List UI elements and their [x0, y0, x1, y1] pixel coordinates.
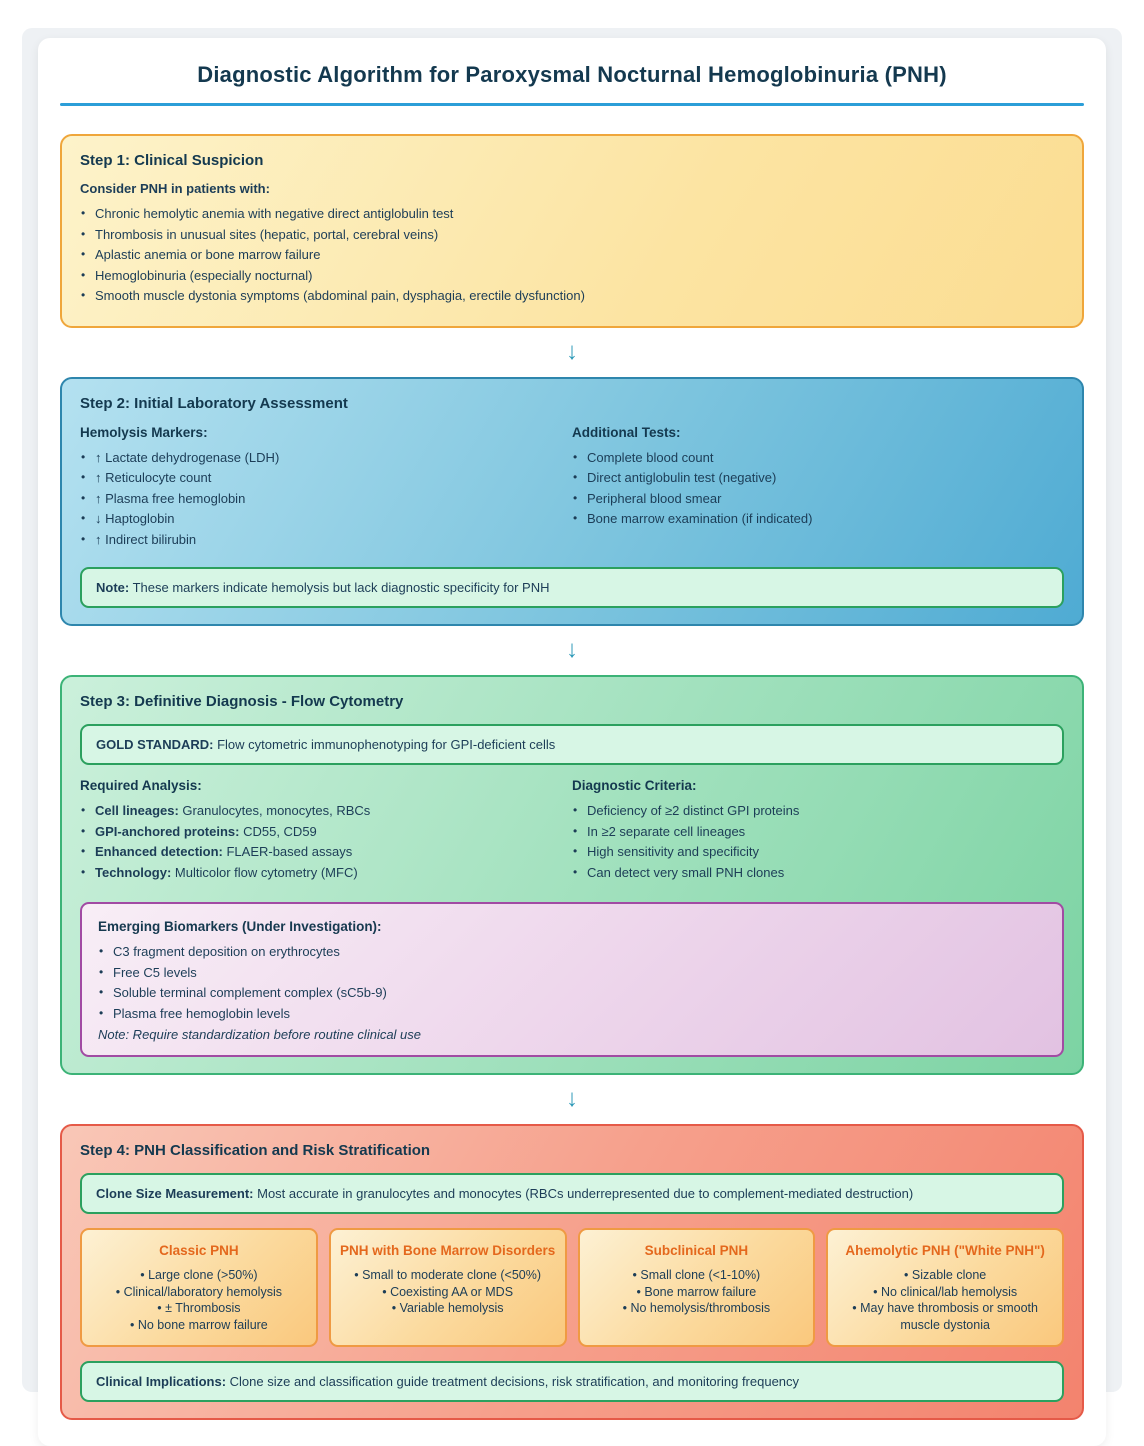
hemolysis-marker-item: • ↓ Haptoglobin [80, 512, 572, 525]
required-analysis-column [80, 778, 572, 886]
required-analysis-item: • GPI-anchored proteins: CD55, CD59 [80, 825, 572, 838]
subclinical-pnh-item: • No hemolysis/thrombosis [588, 1300, 806, 1317]
required-analysis-list [80, 804, 572, 879]
step1-list-item: • Aplastic anemia or bone marrow failure [80, 248, 1064, 261]
emerging-biomarkers-heading: Emerging Biomarkers (Under Investigation): [98, 919, 382, 934]
diagnostic-criteria-item: • High sensitivity and specificity [572, 845, 1064, 858]
clinical-implications-box [80, 1361, 1064, 1402]
additional-test-item: • Complete blood count [572, 451, 1064, 464]
classic-pnh-item: • ± Thrombosis [90, 1300, 308, 1317]
emerging-biomarker-item: • Plasma free hemoglobin levels [98, 1007, 1046, 1020]
step1-list [80, 207, 1064, 302]
emerging-biomarker-item: • Soluble terminal complement complex (sC5b-9) [98, 986, 1046, 999]
subclinical-pnh-list [588, 1267, 806, 1317]
flow-arrow-down-icon: ↓ [566, 337, 578, 365]
hemolysis-marker-item: • ↑ Plasma free hemoglobin [80, 492, 572, 505]
flow-arrow-down-icon: ↓ [566, 1085, 578, 1112]
step4-classification-box [60, 1124, 1084, 1420]
pnh-bone-marrow-disorders-title: PNH with Bone Marrow Disorders [339, 1243, 556, 1258]
step2-additional-tests-column [572, 425, 1064, 554]
classic-pnh-item: • No bone marrow failure [90, 1317, 308, 1334]
flow-arrow-down-icon: ↓ [566, 636, 578, 663]
diagnostic-criteria-column [572, 778, 1064, 886]
required-analysis-item: • Enhanced detection: FLAER-based assays [80, 845, 572, 858]
clone-size-label: Clone Size Measurement: [96, 1186, 254, 1201]
hemolysis-marker-item: • ↑ Reticulocyte count [80, 471, 572, 484]
emerging-biomarkers-note: Note: Require standardization before routine clinical use [98, 1027, 422, 1042]
step1-list-item: • Chronic hemolytic anemia with negative direct antiglobulin test [80, 207, 1064, 220]
step2-laboratory-assessment-box [60, 377, 1084, 627]
step2-note-box [80, 567, 1064, 608]
pnh-bone-marrow-item: • Variable hemolysis [339, 1300, 557, 1317]
hemolysis-markers-list [80, 451, 572, 546]
emerging-biomarkers-box [80, 902, 1064, 1057]
ahemolytic-pnh-card [826, 1228, 1064, 1347]
document-card [38, 38, 1106, 1446]
clinical-implications-label: Clinical Implications: [96, 1374, 227, 1389]
step3-columns [80, 778, 1064, 886]
title-divider [60, 103, 1084, 106]
ahemolytic-pnh-item: • Sizable clone [836, 1267, 1054, 1284]
subclinical-pnh-item: • Small clone (<1-10%) [588, 1267, 806, 1284]
step1-list-item: • Hemoglobinuria (especially nocturnal) [80, 269, 1064, 282]
subclinical-pnh-card [578, 1228, 816, 1347]
step1-list-item: • Thrombosis in unusual sites (hepatic, portal, cerebral veins) [80, 228, 1064, 241]
step2-note-label: Note: [96, 580, 130, 595]
step1-list-item: • Smooth muscle dystonia symptoms (abdominal pain, dysphagia, erectile dysfunction) [80, 289, 1064, 302]
ahemolytic-pnh-title: Ahemolytic PNH ("White PNH") [845, 1243, 1045, 1258]
step1-clinical-suspicion-box [60, 134, 1084, 328]
subclinical-pnh-item: • Bone marrow failure [588, 1284, 806, 1301]
classic-pnh-title: Classic PNH [159, 1243, 239, 1258]
page-title: Diagnostic Algorithm for Paroxysmal Nocturnal Hemoglobinuria (PNH) [197, 62, 947, 87]
ahemolytic-pnh-item: • No clinical/lab hemolysis [836, 1284, 1054, 1301]
hemolysis-marker-item: • ↑ Indirect bilirubin [80, 533, 572, 546]
step2-heading: Step 2: Initial Laboratory Assessment [80, 394, 348, 412]
classification-cards-row [80, 1228, 1064, 1347]
required-analysis-item: • Cell lineages: Granulocytes, monocytes, RBCs [80, 804, 572, 817]
step1-heading: Step 1: Clinical Suspicion [80, 152, 264, 169]
step1-intro: Consider PNH in patients with: [80, 181, 270, 196]
classic-pnh-card [80, 1228, 318, 1347]
diagnostic-criteria-item: • In ≥2 separate cell lineages [572, 825, 1064, 838]
pnh-bone-marrow-item: • Coexisting AA or MDS [339, 1284, 557, 1301]
additional-tests-heading: Additional Tests: [572, 424, 681, 440]
pnh-bone-marrow-disorders-card [329, 1228, 567, 1347]
diagnostic-criteria-heading: Diagnostic Criteria: [572, 778, 697, 793]
required-analysis-heading: Required Analysis: [80, 778, 202, 793]
diagnostic-criteria-list [572, 804, 1064, 879]
hemolysis-marker-item: • ↑ Lactate dehydrogenase (LDH) [80, 451, 572, 464]
additional-tests-list [572, 451, 1064, 526]
step3-flow-cytometry-box [60, 675, 1084, 1075]
subclinical-pnh-title: Subclinical PNH [644, 1243, 749, 1258]
diagnostic-criteria-item: • Deficiency of ≥2 distinct GPI proteins [572, 804, 1064, 817]
gold-standard-box [80, 724, 1064, 765]
classic-pnh-item: • Clinical/laboratory hemolysis [90, 1284, 308, 1301]
clone-size-measurement-box [80, 1173, 1064, 1214]
ahemolytic-pnh-item: • May have thrombosis or smooth muscle dystonia [836, 1300, 1054, 1333]
pnh-bone-marrow-item: • Small to moderate clone (<50%) [339, 1267, 557, 1284]
classic-pnh-list [90, 1267, 308, 1333]
emerging-biomarkers-list [98, 945, 1046, 1020]
gold-standard-text: Flow cytometric immunophenotyping for GPI-deficient cells [213, 737, 556, 752]
step2-hemolysis-markers-column [80, 425, 572, 554]
required-analysis-item: • Technology: Multicolor flow cytometry (MFC) [80, 866, 572, 879]
page-background-panel [22, 28, 1122, 1392]
additional-test-item: • Peripheral blood smear [572, 492, 1064, 505]
clone-size-text: Most accurate in granulocytes and monocytes (RBCs underrepresented due to complement-mediated destruction) [253, 1186, 914, 1201]
classic-pnh-item: • Large clone (>50%) [90, 1267, 308, 1284]
clinical-implications-text: Clone size and classification guide treatment decisions, risk stratification, and monitoring frequency [226, 1374, 800, 1389]
emerging-biomarker-item: • C3 fragment deposition on erythrocytes [98, 945, 1046, 958]
step3-heading: Step 3: Definitive Diagnosis - Flow Cytometry [80, 693, 404, 710]
additional-test-item: • Bone marrow examination (if indicated) [572, 512, 1064, 525]
step2-columns [80, 425, 1064, 554]
additional-test-item: • Direct antiglobulin test (negative) [572, 471, 1064, 484]
diagnostic-criteria-item: • Can detect very small PNH clones [572, 866, 1064, 879]
gold-standard-label: GOLD STANDARD: [96, 737, 214, 752]
pnh-bone-marrow-disorders-list [339, 1267, 557, 1317]
step4-heading: Step 4: PNH Classification and Risk Stratification [80, 1142, 431, 1159]
emerging-biomarker-item: • Free C5 levels [98, 966, 1046, 979]
hemolysis-markers-heading: Hemolysis Markers: [80, 424, 208, 440]
ahemolytic-pnh-list [836, 1267, 1054, 1333]
step2-note-text: These markers indicate hemolysis but lack diagnostic specificity for PNH [129, 580, 550, 595]
